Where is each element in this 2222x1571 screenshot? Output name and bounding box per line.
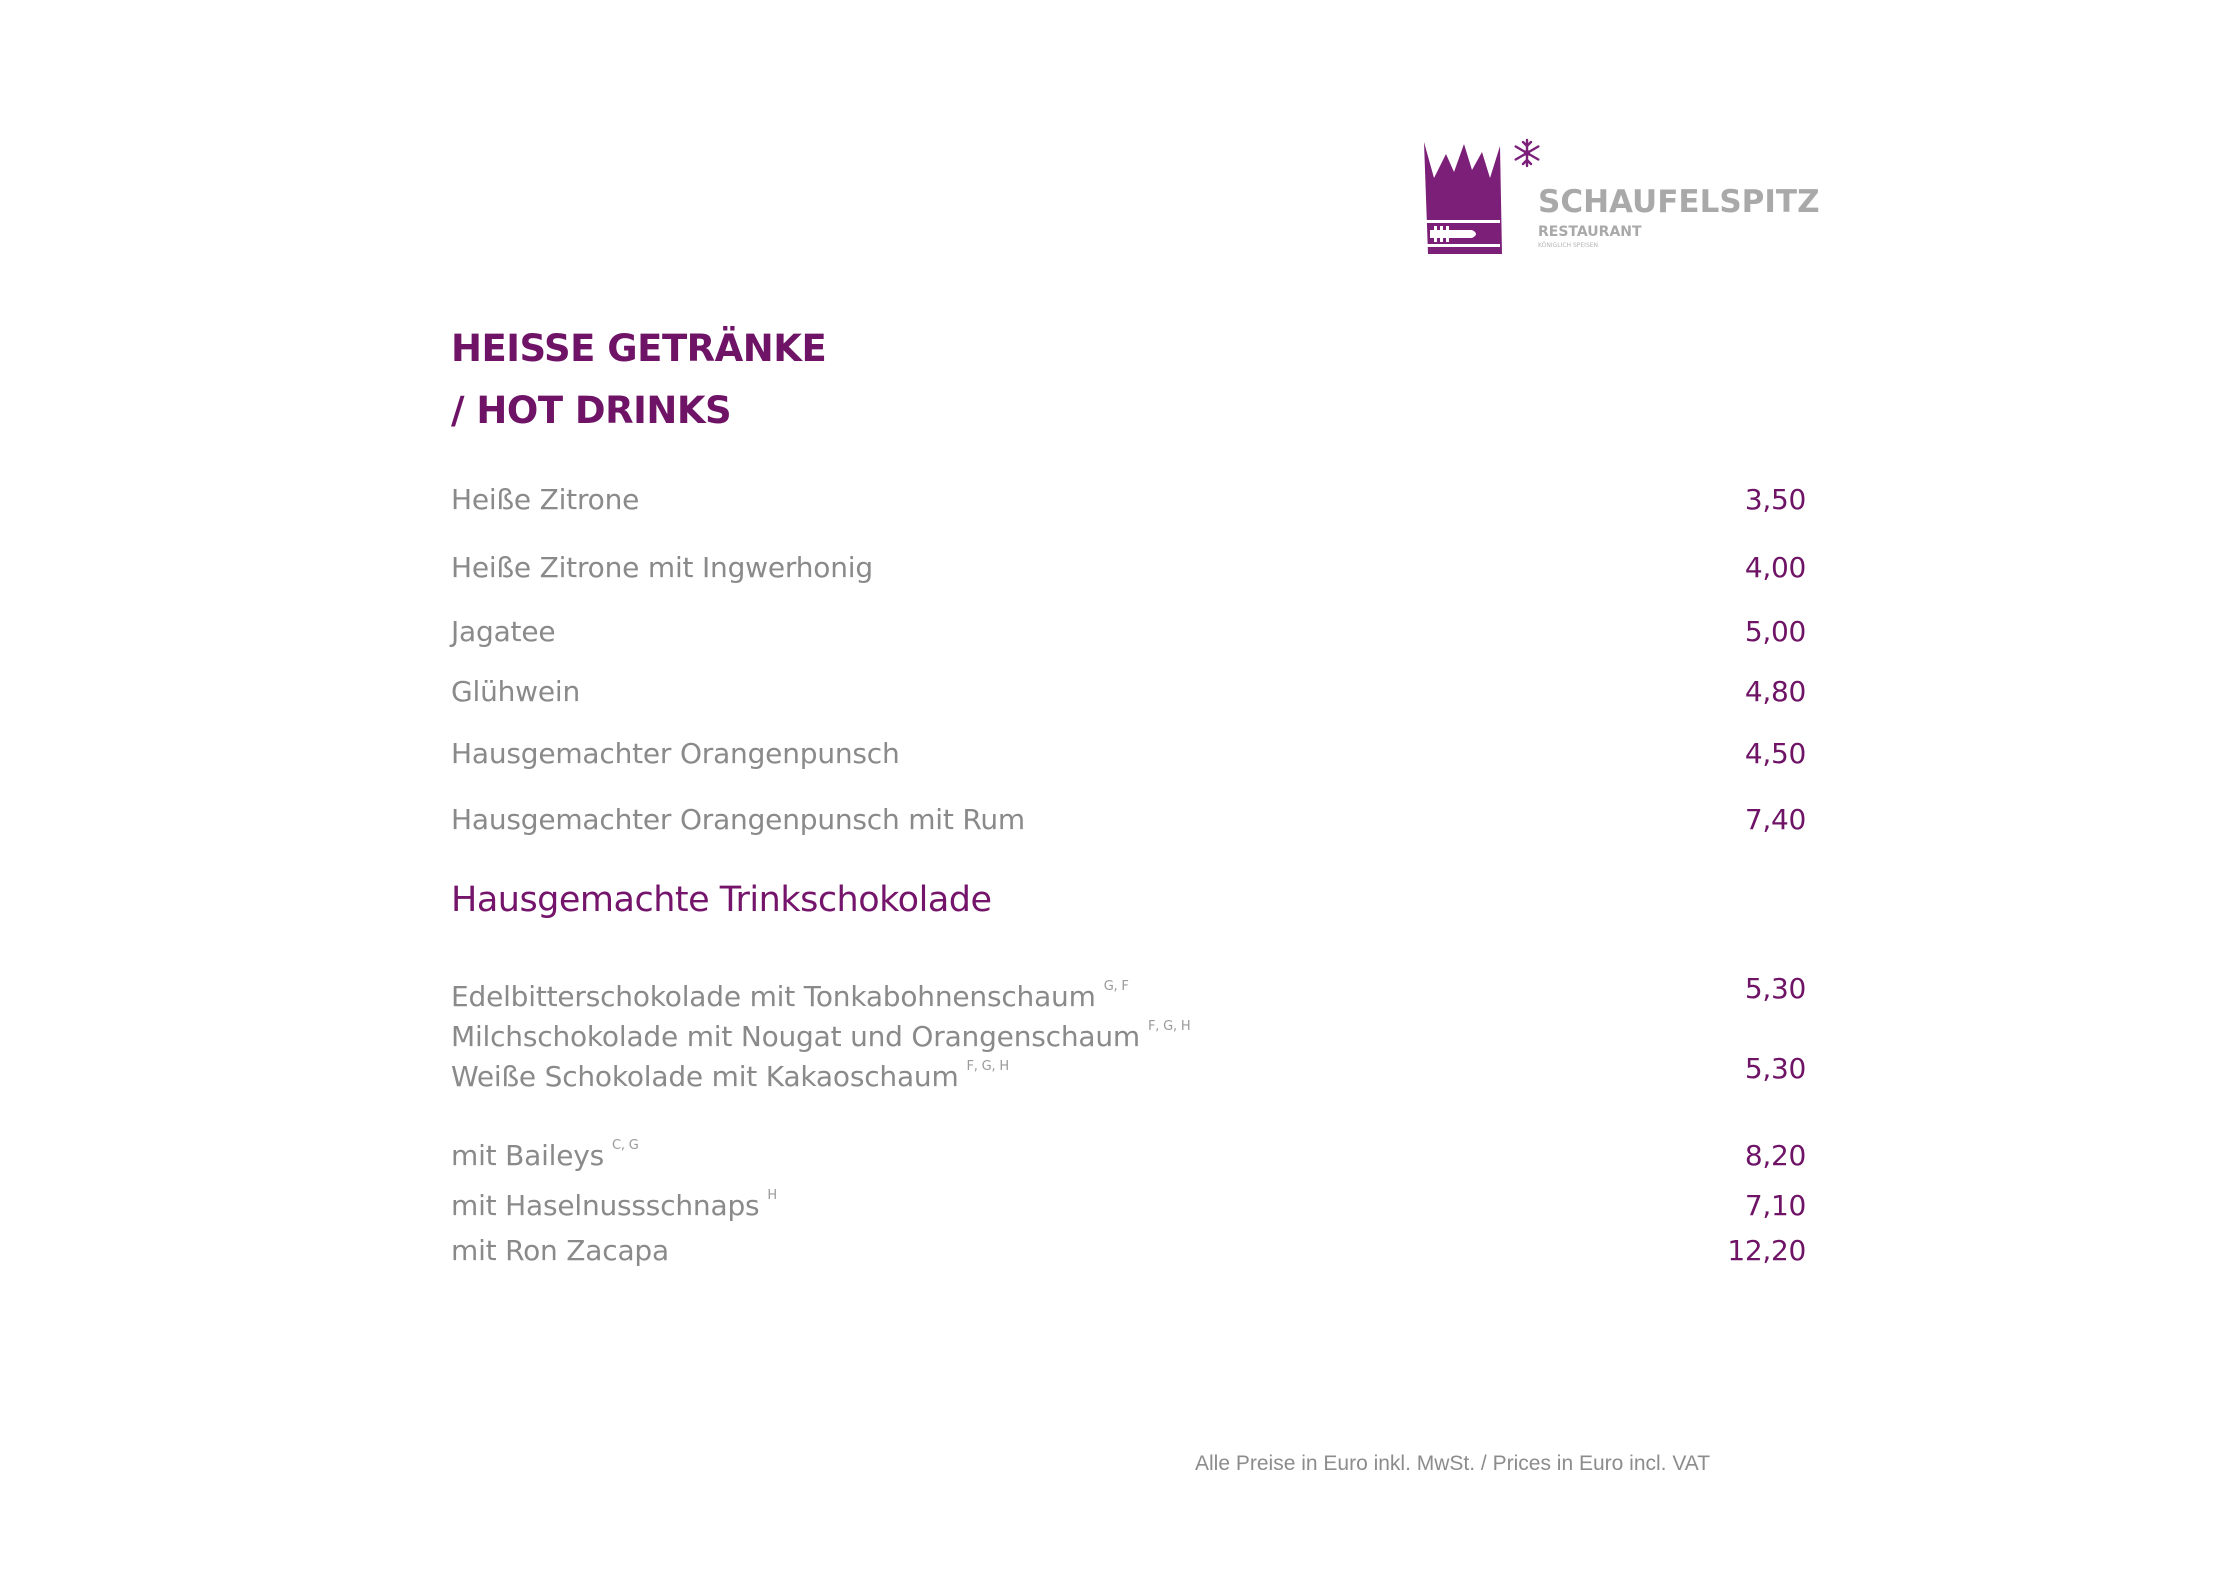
menu-item-price: 7,10 bbox=[1744, 1189, 1806, 1222]
page-title-line2: / HOT DRINKS bbox=[451, 389, 732, 432]
menu-item-name: Hausgemachter Orangenpunsch bbox=[451, 737, 900, 770]
snowflake-icon bbox=[1512, 138, 1542, 168]
menu-item-price: 12,20 bbox=[1727, 1234, 1806, 1267]
menu-item-name: Edelbitterschokolade mit Tonkabohnenschaum $^{G, F}$ bbox=[451, 979, 1129, 1013]
menu-item-price: 5,30 bbox=[1744, 1052, 1806, 1085]
allergen-codes: C, G bbox=[612, 1138, 639, 1153]
menu-item-name: Jagatee bbox=[451, 615, 556, 648]
allergen-codes: G, F bbox=[1103, 979, 1129, 994]
menu-item-name: Hausgemachter Orangenpunsch mit Rum bbox=[451, 803, 1025, 836]
allergen-codes: F, G, H bbox=[1147, 1019, 1191, 1034]
menu-item-price: 4,00 bbox=[1744, 551, 1806, 584]
menu-item-name: mit Baileys $^{C, G}$ bbox=[451, 1138, 639, 1172]
price-note: Alle Preise in Euro inkl. MwSt. / Prices in Euro incl. VAT bbox=[1195, 1452, 1711, 1475]
menu-item-name: Glühwein bbox=[451, 675, 581, 708]
menu-item-price: 8,20 bbox=[1744, 1139, 1806, 1172]
menu-item-price: 5,00 bbox=[1744, 615, 1806, 648]
menu-item-price: 4,50 bbox=[1744, 737, 1806, 770]
logo-subtitle: RESTAURANT bbox=[1538, 224, 1642, 240]
restaurant-logo bbox=[1420, 138, 1820, 258]
section-heading-chocolate: Hausgemachte Trinkschokolade bbox=[451, 880, 992, 920]
menu-item-name: Heiße Zitrone mit Ingwerhonig bbox=[451, 551, 873, 584]
menu-item-name: Heiße Zitrone bbox=[451, 483, 640, 516]
page-title-line1: HEISSE GETRÄNKE bbox=[451, 327, 827, 370]
menu-item-price: 3,50 bbox=[1744, 483, 1806, 516]
allergen-codes: H bbox=[767, 1188, 777, 1203]
menu-item-name: Weiße Schokolade mit Kakaoschaum $^{F, G, H}$ bbox=[451, 1059, 1009, 1093]
menu-item-name: Milchschokolade mit Nougat und Orangenschaum $^{F, G, H}$ bbox=[451, 1019, 1191, 1053]
logo-name: SCHAUFELSPITZ bbox=[1538, 184, 1820, 220]
menu-item-name: mit Haselnussschnaps $^H$ bbox=[451, 1188, 777, 1222]
menu-item-price: 5,30 bbox=[1744, 972, 1806, 1005]
logo-tagline: KÖNIGLICH SPEISEN bbox=[1538, 242, 1599, 249]
menu-item-price: 7,40 bbox=[1744, 803, 1806, 836]
menu-item-name: mit Ron Zacapa bbox=[451, 1234, 669, 1267]
allergen-codes: F, G, H bbox=[966, 1059, 1009, 1074]
menu-item-price: 4,80 bbox=[1744, 675, 1806, 708]
